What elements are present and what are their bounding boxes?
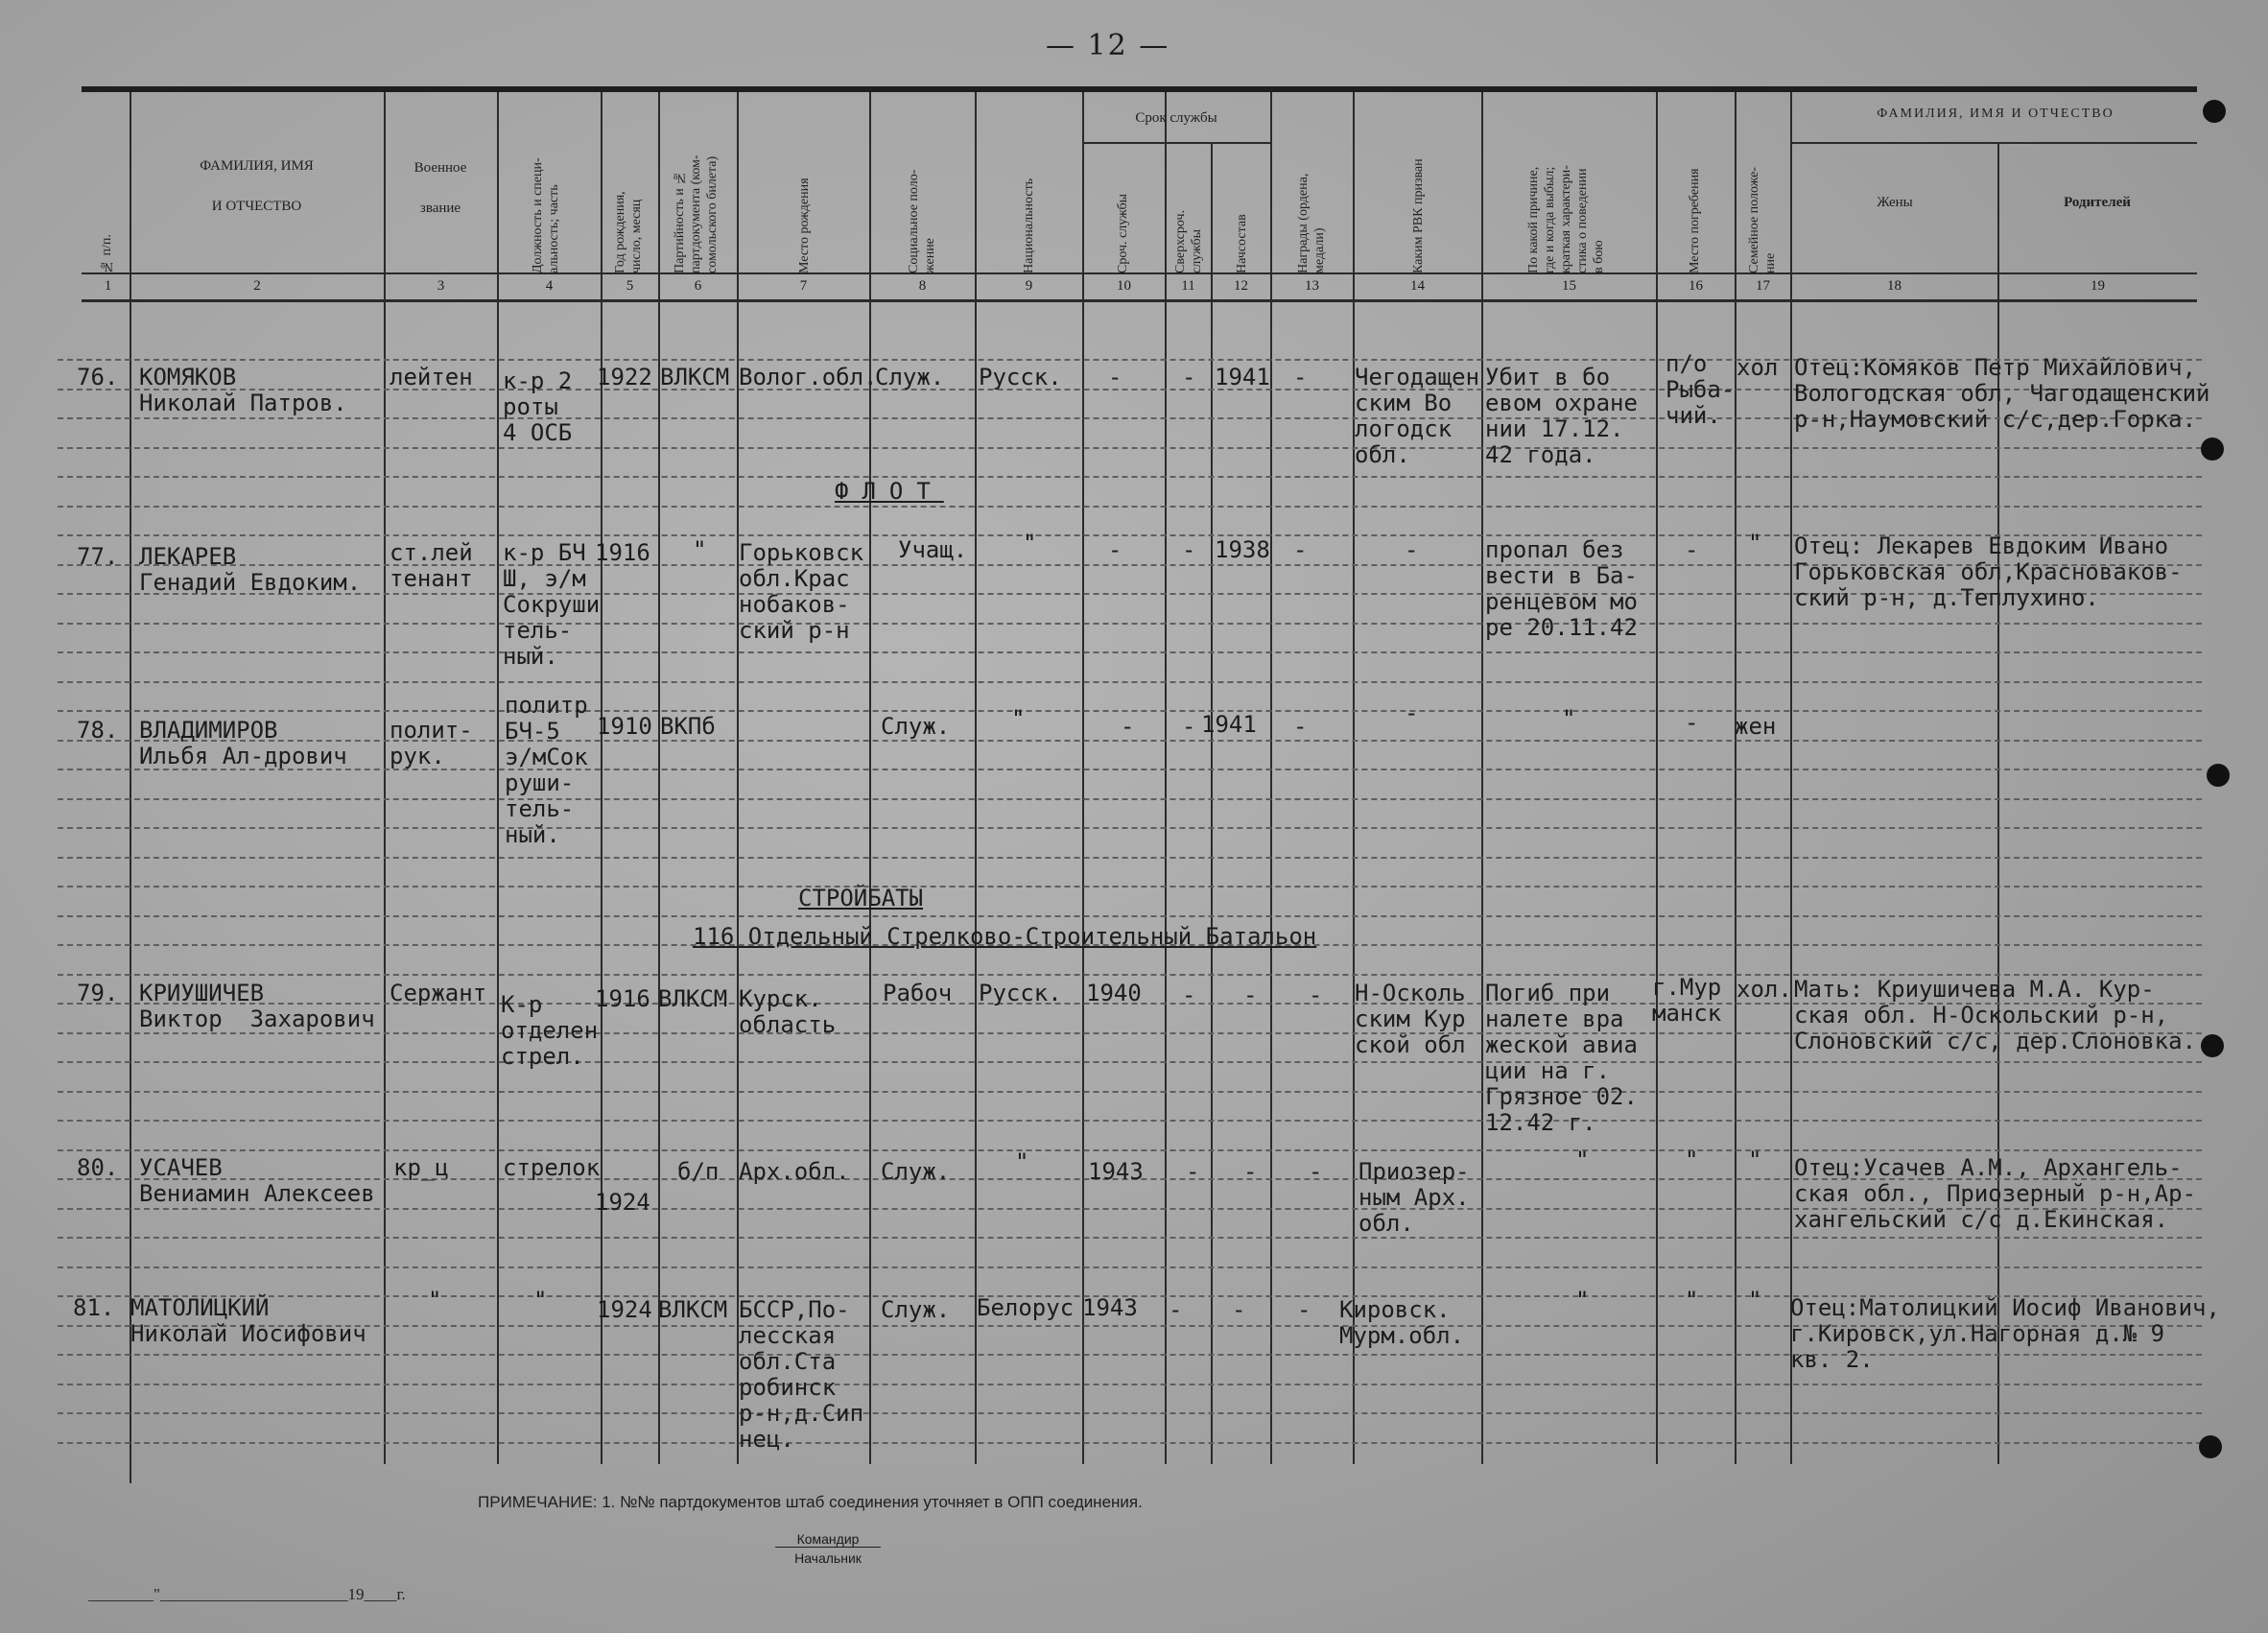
record-family: хол. xyxy=(1736,976,1792,1003)
record-social: Рабоч xyxy=(883,980,953,1006)
record-rvk: Приозер- ным Арх. обл. xyxy=(1358,1158,1470,1237)
col-divider xyxy=(1270,92,1272,1464)
record-relatives: Отец:Усачев А.М., Архангель- ская обл., Приозерный р-н,Ар- хангельский с/с д.Екинская. xyxy=(1794,1154,2197,1233)
ruling-line xyxy=(58,857,2202,859)
record-rank: лейтен xyxy=(390,364,473,390)
ruling-line xyxy=(58,1091,2202,1093)
header-col8: Социальное поло- жение xyxy=(907,169,937,273)
record-birthplace: Арх.обл. xyxy=(739,1158,850,1185)
col-divider xyxy=(1656,92,1658,1464)
column-number: 16 xyxy=(1689,278,1703,294)
col-divider xyxy=(975,92,977,1464)
record-nationality: " xyxy=(1015,1148,1029,1175)
header-col12: Начсостав xyxy=(1235,214,1249,273)
col-divider xyxy=(869,92,871,1464)
record-urgent: - xyxy=(1121,713,1135,740)
record-reason: Убит в бо евом охране нии 17.12. 42 года. xyxy=(1485,364,1638,468)
punch-hole xyxy=(2207,764,2230,787)
ruling-line xyxy=(58,1061,2202,1063)
record-command: 1938 xyxy=(1215,536,1270,563)
ruling-line xyxy=(58,740,2202,742)
record-command: 1941 xyxy=(1201,711,1257,738)
record-name: КРИУШИЧЕВ Виктор Захарович xyxy=(139,980,375,1032)
header-col10: Сроч. службы xyxy=(1116,193,1130,273)
record-nationality: Русск. xyxy=(979,364,1062,390)
col-divider xyxy=(1165,92,1167,1464)
header-col7: Место рождения xyxy=(797,178,812,273)
column-number: 14 xyxy=(1410,278,1425,294)
record-party: ВЛКСМ xyxy=(658,985,728,1012)
record-burial: п/о Рыба- чий. xyxy=(1666,350,1736,429)
record-burial: г.Мур манск xyxy=(1652,974,1722,1027)
record-position: политр БЧ-5 э/мСок руши- тель- ный. xyxy=(505,692,588,848)
record-extended: - xyxy=(1169,1296,1183,1323)
record-extended: - xyxy=(1182,713,1196,740)
header-col2-line2: И ОТЧЕСТВО xyxy=(211,199,302,214)
record-year: 1922 xyxy=(597,364,652,390)
record-year: 1916 xyxy=(595,539,650,566)
col-divider xyxy=(601,92,602,1464)
record-position: к-р 2 роты 4 ОСБ xyxy=(503,367,573,446)
record-family: хол xyxy=(1736,354,1779,381)
column-number: 10 xyxy=(1117,278,1131,294)
record-burial: - xyxy=(1685,536,1699,563)
ruling-line xyxy=(58,1266,2202,1268)
header-line xyxy=(1790,142,2197,144)
punch-hole xyxy=(2201,438,2224,461)
record-reason: " xyxy=(1562,705,1576,732)
header-col17: Семейное положе- ние xyxy=(1747,167,1778,273)
record-urgent: 1943 xyxy=(1082,1294,1138,1321)
record-relatives: Мать: Криушичева М.А. Кур- ская обл. Н-Оскольский р-н, Слоновский с/с, дер.Слоновка. xyxy=(1794,976,2197,1054)
col-divider xyxy=(737,92,739,1464)
header-col3-line2: звание xyxy=(419,201,461,216)
record-birthplace: Волог.обл. xyxy=(739,364,878,390)
column-number: 1 xyxy=(104,278,112,294)
record-family: " xyxy=(1748,1287,1762,1314)
header-col5: Год рождения, число, месяц xyxy=(613,191,644,273)
ruling-line xyxy=(58,1412,2202,1414)
record-urgent: 1943 xyxy=(1088,1158,1144,1185)
column-number: 13 xyxy=(1305,278,1319,294)
record-rank: полит- рук. xyxy=(390,717,473,769)
header-col14: Каким РВК призван xyxy=(1411,158,1426,273)
ruling-line xyxy=(58,827,2202,829)
record-awards: - xyxy=(1309,1158,1323,1185)
record-num: 79. xyxy=(77,980,119,1006)
record-social: Учащ. xyxy=(898,536,968,563)
record-num: 76. xyxy=(77,364,119,390)
record-position: к-р БЧ Ш, э/м Сокруши тель- ный. xyxy=(503,539,601,670)
column-number: 9 xyxy=(1025,278,1033,294)
col-divider xyxy=(1082,92,1084,1464)
table-top-rule xyxy=(82,86,2197,92)
record-social: Служ. xyxy=(875,364,945,390)
record-party: ВЛКСМ xyxy=(658,1296,728,1323)
record-reason: Погиб при налете вра жеской авиа ции на г. Грязное 02. 12.42 г. xyxy=(1485,980,1638,1136)
section-stroibaty: СТРОЙБАТЫ xyxy=(798,885,924,911)
column-number: 18 xyxy=(1887,278,1902,294)
section-fleet: ФЛОТ xyxy=(835,478,944,505)
header-col1: № п/п. xyxy=(100,234,114,273)
ruling-line xyxy=(58,769,2202,770)
record-party: б/п xyxy=(677,1158,720,1185)
record-urgent: 1940 xyxy=(1086,980,1142,1006)
record-burial: " xyxy=(1685,1147,1699,1173)
record-nationality: Русск. xyxy=(979,980,1062,1006)
record-party: ВЛКСМ xyxy=(660,364,730,390)
header-col6: Партийность и № партдокумента (ком- сомольского билета) xyxy=(673,154,720,273)
header-col4: Должность и специ- альность; часть xyxy=(531,157,561,273)
header-service-group: Срок службы xyxy=(1135,110,1217,126)
column-number: 11 xyxy=(1181,278,1195,294)
column-number: 2 xyxy=(253,278,261,294)
ruling-line xyxy=(58,681,2202,683)
ruling-line xyxy=(58,915,2202,917)
column-number: 4 xyxy=(545,278,554,294)
header-col19: Родителей xyxy=(2064,195,2131,210)
record-birthplace: Курск. область xyxy=(739,985,837,1038)
col-divider xyxy=(1481,92,1483,1464)
ruling-line xyxy=(58,1384,2202,1385)
record-extended: - xyxy=(1182,364,1196,390)
record-name: МАТОЛИЦКИЙ Николай Иосифович xyxy=(130,1294,366,1347)
column-number: 19 xyxy=(2091,278,2105,294)
header-col11: Сверхсроч. службы xyxy=(1173,209,1204,273)
record-year: 1924 xyxy=(595,1189,650,1216)
ruling-line xyxy=(58,623,2202,625)
ruling-line xyxy=(58,506,2202,508)
column-number: 17 xyxy=(1756,278,1770,294)
header-line xyxy=(82,299,2197,302)
record-name: КОМЯКОВ Николай Патров. xyxy=(139,364,347,416)
col-divider xyxy=(384,92,386,1464)
record-extended: - xyxy=(1182,536,1196,563)
section-battalion: 116 Отдельный Стрелково-Строительный Батальон xyxy=(693,923,1317,950)
punch-hole xyxy=(2203,100,2226,123)
record-family: жен xyxy=(1735,713,1777,740)
ruling-line xyxy=(58,447,2202,449)
record-rank: Сержант xyxy=(390,980,487,1006)
record-awards: - xyxy=(1293,713,1308,740)
record-awards: - xyxy=(1293,364,1308,390)
record-year: 1910 xyxy=(597,713,652,740)
record-urgent: - xyxy=(1108,536,1122,563)
col-divider xyxy=(1735,92,1736,1464)
record-command: - xyxy=(1243,982,1258,1008)
record-year: 1924 xyxy=(597,1296,652,1323)
column-number: 15 xyxy=(1562,278,1576,294)
record-rvk: - xyxy=(1405,536,1419,563)
record-social: Служ. xyxy=(881,1296,951,1323)
record-relatives: Отец: Лекарев Евдоким Ивано Горьковская обл,Красноваков- ский р-н, д.Теплухино. xyxy=(1794,532,2183,611)
column-number: 3 xyxy=(437,278,445,294)
record-family: " xyxy=(1748,530,1762,556)
header-col13: Награды (ордена, медали) xyxy=(1296,173,1327,273)
record-command: - xyxy=(1232,1296,1246,1323)
ruling-line xyxy=(58,1120,2202,1122)
record-urgent: - xyxy=(1108,364,1122,390)
record-party: ВКПб xyxy=(660,713,716,740)
record-extended: - xyxy=(1186,1158,1200,1185)
record-name: ВЛАДИМИРОВ Ильбя Ал-дрович xyxy=(139,717,347,769)
record-awards: - xyxy=(1293,536,1308,563)
record-rvk: Н-Осколь ским Кур ской обл xyxy=(1355,980,1466,1058)
record-reason: пропал без вести в Ба- ренцевом мо ре 20.11.42 xyxy=(1485,536,1638,641)
header-col3-line1: Военное xyxy=(413,160,467,176)
column-number: 7 xyxy=(799,278,808,294)
record-name: ЛЕКАРЕВ Генадий Евдоким. xyxy=(139,543,362,596)
record-name: УСАЧЕВ Вениамин Алексеев xyxy=(139,1154,375,1207)
ruling-line xyxy=(58,651,2202,653)
ruling-line xyxy=(58,798,2202,800)
record-reason: " xyxy=(1575,1147,1590,1173)
record-command: - xyxy=(1243,1158,1258,1185)
record-position: К-р отделен стрел. xyxy=(501,991,599,1070)
record-rank: " xyxy=(428,1287,442,1314)
record-nationality: " xyxy=(1011,705,1026,732)
record-rank: кр_ц xyxy=(393,1154,449,1181)
record-extended: - xyxy=(1182,982,1196,1008)
record-year: 1916 xyxy=(595,985,650,1012)
record-reason: " xyxy=(1575,1287,1590,1314)
header-col2-line1: ФАМИЛИЯ, ИМЯ xyxy=(200,158,314,174)
punch-hole xyxy=(2199,1435,2222,1458)
ruling-line xyxy=(58,1237,2202,1239)
record-relatives: Отец:Комяков Петр Михайлович, Вологодская обл, Чагодащенский р-н,Наумовский с/с,дер.Горка. xyxy=(1794,354,2210,433)
col-divider xyxy=(497,92,499,1464)
record-social: Служ. xyxy=(881,713,951,740)
record-nationality: " xyxy=(1023,530,1037,556)
record-rvk: Чегодащен ским Во логодск обл. xyxy=(1355,364,1480,468)
column-number: 12 xyxy=(1234,278,1248,294)
record-rvk: - xyxy=(1405,699,1419,726)
date-line: ________"_______________________19____г. xyxy=(88,1585,406,1603)
ruling-line xyxy=(58,1149,2202,1151)
column-number: 5 xyxy=(626,278,634,294)
record-social: Служ. xyxy=(881,1158,951,1185)
record-birthplace: Горьковск обл.Крас нобаков- ский р-н xyxy=(739,539,864,644)
column-number: 8 xyxy=(918,278,927,294)
record-command: 1941 xyxy=(1215,364,1270,390)
ruling-line xyxy=(58,710,2202,712)
header-col18: Жены xyxy=(1877,195,1913,210)
header-col9: Национальность xyxy=(1022,178,1036,273)
header-col16: Место погребения xyxy=(1688,168,1702,273)
record-party: " xyxy=(693,536,707,563)
record-awards: - xyxy=(1297,1296,1311,1323)
col-divider xyxy=(1353,92,1355,1464)
record-num: 78. xyxy=(77,717,119,744)
record-awards: - xyxy=(1309,982,1323,1008)
ruling-line xyxy=(58,1442,2202,1444)
header-line xyxy=(82,272,2197,274)
record-burial: - xyxy=(1685,709,1699,736)
col-divider xyxy=(658,92,660,1464)
record-family: " xyxy=(1748,1147,1762,1173)
page-number: — 12 — xyxy=(1046,29,1170,62)
record-num: 81. xyxy=(73,1294,115,1321)
record-burial: " xyxy=(1685,1287,1699,1314)
column-number: 6 xyxy=(694,278,702,294)
signature-commander: Командир xyxy=(775,1531,881,1548)
signature-chief: Начальник xyxy=(794,1550,862,1566)
header-col15: По какой причине, где и когда выбыл; краткая характери- стика о поведении в бою xyxy=(1526,165,1606,273)
punch-hole xyxy=(2201,1034,2224,1057)
header-line xyxy=(1082,142,1270,144)
record-num: 80. xyxy=(77,1154,119,1181)
record-birthplace: БССР,По- лесская обл.Ста робинск р-н,д.Сип нец. xyxy=(739,1296,864,1453)
record-position: " xyxy=(533,1287,548,1314)
record-position: стрелок xyxy=(503,1154,601,1181)
record-nationality: Белорус xyxy=(977,1294,1075,1321)
record-rank: ст.лей тенант xyxy=(390,539,473,592)
ruling-line xyxy=(58,886,2202,888)
record-rvk: Кировск. Мурм.обл. xyxy=(1339,1296,1465,1349)
record-relatives: Отец:Матолицкий Иосиф Иванович, г.Кировск,ул.Нагорная д.№ 9 кв. 2. xyxy=(1790,1294,2220,1373)
ruling-line xyxy=(58,476,2202,478)
footnote: ПРИМЕЧАНИЕ: 1. №№ партдокументов штаб соединения уточняет в ОПП соединения. xyxy=(478,1493,1143,1511)
col-divider xyxy=(1790,92,1792,1464)
header-family-group: ФАМИЛИЯ, ИМЯ И ОТЧЕСТВО xyxy=(1877,106,2114,121)
record-num: 77. xyxy=(77,543,119,570)
